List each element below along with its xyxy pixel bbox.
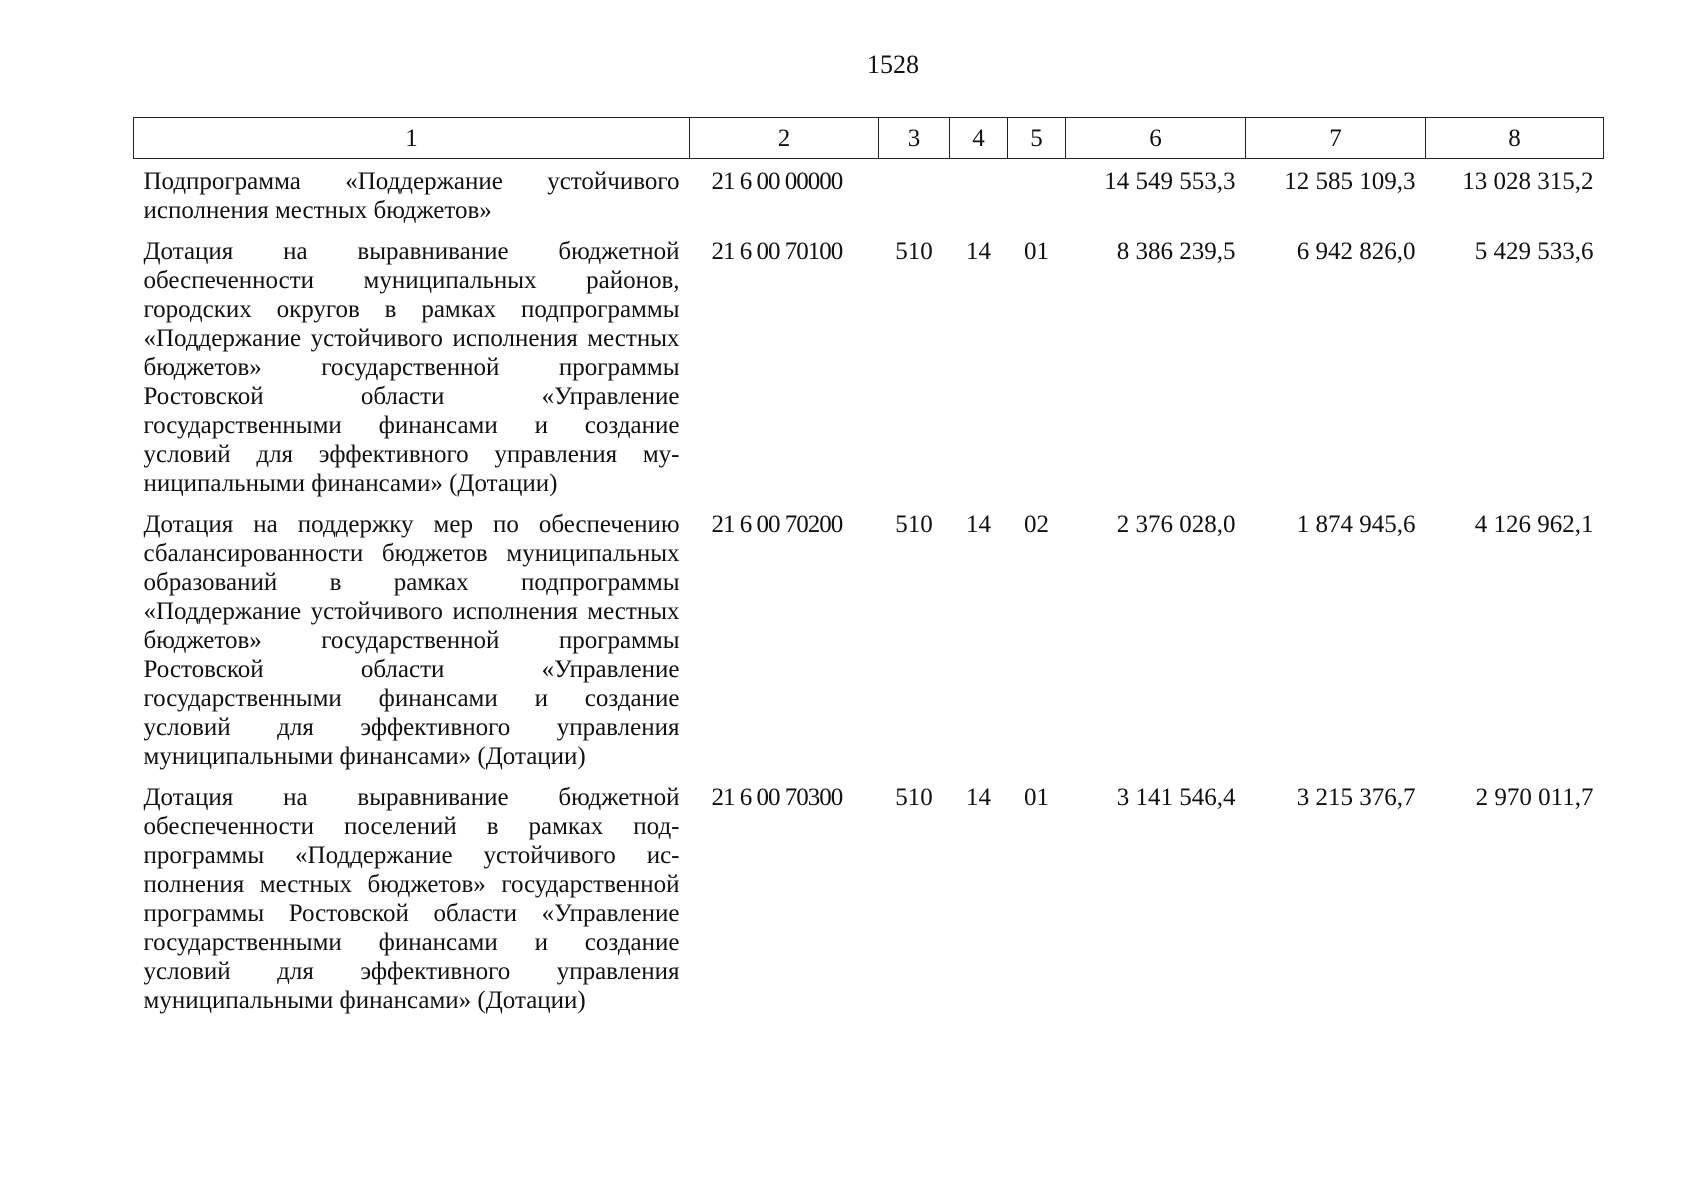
budget-table — [133, 117, 1604, 1019]
row-col6: 2 376 028,0 — [1116, 511, 1236, 538]
row-code: 21 6 00 70300 — [711, 784, 843, 811]
row-col5: 02 — [1024, 511, 1049, 538]
page-number: 1528 — [867, 50, 919, 79]
row-col3: 510 — [895, 238, 933, 265]
table-row — [134, 502, 1604, 775]
row-col8: 5 429 533,6 — [1474, 238, 1594, 265]
row-description: Дотация на выравнивание бюджетной обеспеченности муниципальных районов, городских округов в рамках подпрограммы «Поддержание устойчивого исполнения местных бюджетов» государственной программы Ростовской области «Управление государственными финансами и создание условий для эффективного управления муниципальными финансами» (Дотации) — [143, 238, 680, 497]
row-col8: 2 970 011,7 — [1475, 784, 1594, 811]
row-col3 — [879, 159, 950, 230]
row-description: Дотация на выравнивание бюджетной обеспеченности поселений в рамках подпрограммы «Поддержание устойчивого исполнения местных бюджетов» государственной программы Ростовской области «Управление государственными финансами и создание условий для эффективного управления муниципальными финансами» (Дотации) — [143, 784, 680, 1014]
row-col3: 510 — [895, 784, 933, 811]
row-col5: 01 — [1024, 784, 1049, 811]
column-header-5: 5 — [1008, 118, 1066, 159]
row-col7: 1 874 945,6 — [1296, 511, 1416, 538]
row-col7: 6 942 826,0 — [1296, 238, 1416, 265]
row-description: Подпрограмма «Поддержание устойчивого исполнения местных бюджетов» — [143, 168, 680, 224]
row-col7: 12 585 109,3 — [1284, 168, 1416, 195]
row-col4: 14 — [966, 784, 991, 811]
table-row — [134, 775, 1604, 1019]
row-col7: 3 215 376,7 — [1296, 784, 1416, 811]
table-header-row — [134, 118, 1604, 159]
row-col3: 510 — [895, 511, 933, 538]
column-header-6: 6 — [1066, 118, 1246, 159]
column-header-1: 1 — [134, 118, 690, 159]
column-header-3: 3 — [879, 118, 950, 159]
row-code: 21 6 00 70100 — [711, 238, 843, 265]
row-col6: 3 141 546,4 — [1116, 784, 1236, 811]
row-col6: 8 386 239,5 — [1116, 238, 1236, 265]
row-col8: 13 028 315,2 — [1462, 168, 1594, 195]
row-col5 — [1008, 159, 1066, 230]
column-header-8: 8 — [1426, 118, 1604, 159]
table-row — [134, 159, 1604, 230]
row-col6: 14 549 553,3 — [1104, 168, 1236, 195]
row-col5: 01 — [1024, 238, 1049, 265]
column-header-7: 7 — [1246, 118, 1426, 159]
row-col4 — [950, 159, 1008, 230]
column-header-2: 2 — [690, 118, 879, 159]
row-col4: 14 — [966, 511, 991, 538]
row-col4: 14 — [966, 238, 991, 265]
column-header-4: 4 — [950, 118, 1008, 159]
row-code: 21 6 00 70200 — [711, 511, 843, 538]
row-description: Дотация на поддержку мер по обеспечению сбалансированности бюджетов муниципальных образований в рамках подпрограммы «Поддержание устойчивого исполнения местных бюджетов» государственной программы Ростовской области «Управление государственными финансами и создание условий для эффективного управления муниципальными финансами» (Дотации) — [143, 511, 680, 770]
table-row — [134, 229, 1604, 502]
row-code: 21 6 00 00000 — [711, 168, 843, 195]
row-col8: 4 126 962,1 — [1474, 511, 1594, 538]
